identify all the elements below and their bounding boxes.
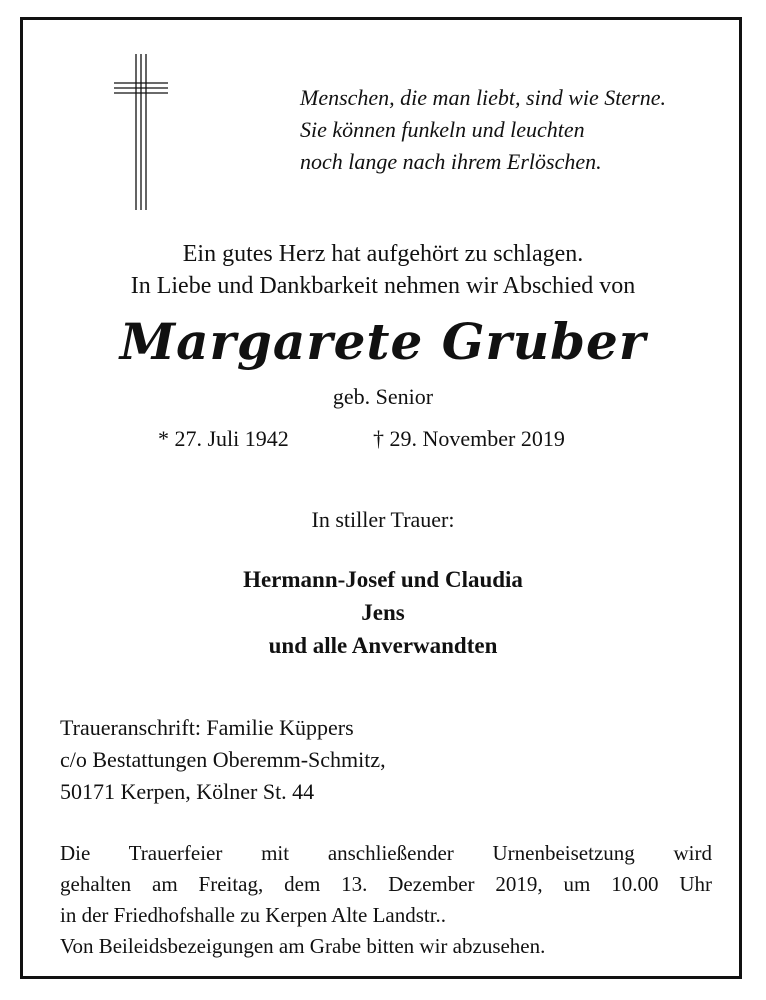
- mourning-address: [60, 712, 386, 808]
- death-date: † 29. November 2019: [373, 426, 565, 451]
- latin-cross-icon: [112, 52, 170, 212]
- address-line: Traueranschrift: Familie Küppers: [60, 715, 354, 740]
- deceased-name: Margarete Gruber: [119, 312, 647, 371]
- maiden-name: geb. Senior: [332, 384, 434, 409]
- family-names: [0, 563, 766, 662]
- ceremony-line: Die Trauerfeier mit anschließender Urnenbeisetzung wird: [60, 841, 712, 865]
- ceremony-line: Von Beileidsbezeigungen am Grabe bitten wir abzusehen.: [60, 934, 546, 958]
- family-line: Hermann-Josef und Claudia: [243, 567, 523, 592]
- intro-line: Ein gutes Herz hat aufgehört zu schlagen.: [182, 241, 584, 267]
- quote-line: Sie können funkeln und leuchten: [300, 117, 585, 142]
- family-line: und alle Anverwandten: [268, 633, 498, 658]
- birth-date: * 27. Juli 1942: [158, 426, 289, 451]
- ceremony-line: in der Friedhofshalle zu Kerpen Alte Landstr..: [60, 903, 447, 927]
- family-line: Jens: [361, 600, 405, 625]
- intro-text: [0, 238, 766, 302]
- mourning-label: In stiller Trauer:: [311, 507, 455, 532]
- address-line: 50171 Kerpen, Kölner St. 44: [60, 779, 315, 804]
- ceremony-line: gehalten am Freitag, dem 13. Dezember 2019, um 10.00 Uhr: [60, 872, 712, 896]
- quote-line: noch lange nach ihrem Erlöschen.: [300, 149, 602, 174]
- quote-line: Menschen, die man liebt, sind wie Sterne.: [300, 85, 666, 110]
- memorial-quote: [300, 82, 720, 178]
- address-line: c/o Bestattungen Oberemm-Schmitz,: [60, 747, 386, 772]
- intro-line: In Liebe und Dankbarkeit nehmen wir Abschied von: [130, 273, 636, 299]
- ceremony-info: [60, 838, 712, 962]
